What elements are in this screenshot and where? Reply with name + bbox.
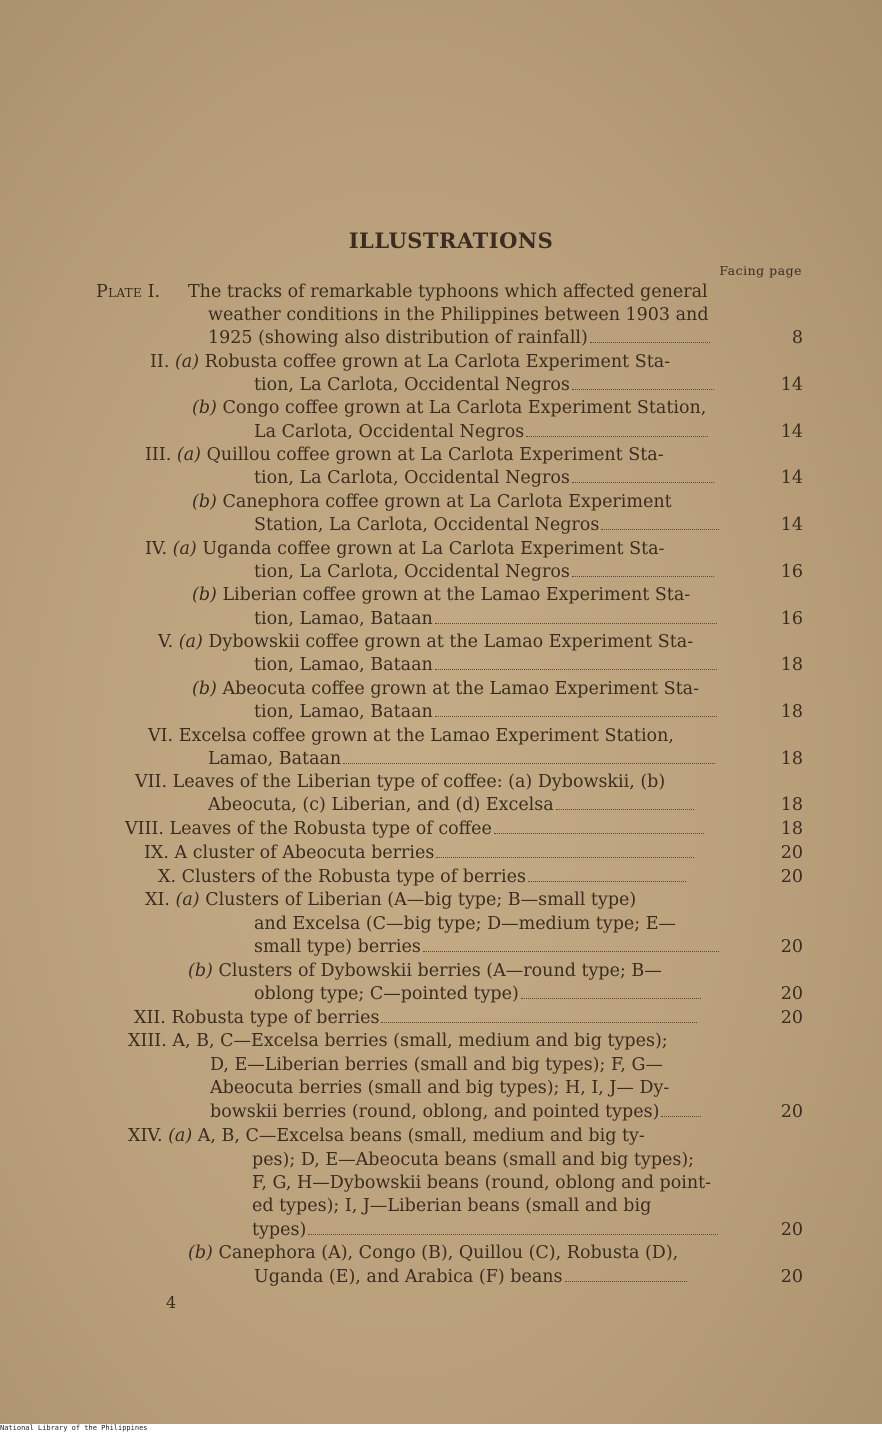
toc-line [192, 397, 706, 420]
toc-line [148, 725, 674, 748]
leader-dots [435, 665, 717, 670]
toc-line [144, 842, 803, 865]
page-ref: 14 [780, 515, 803, 535]
toc-text: weather conditions in the Philippines between 1903 and [208, 305, 709, 325]
plate-number: I. [147, 282, 161, 302]
page-ref: 8 [791, 328, 803, 348]
toc-text: tion, La Carlota, Occidental Negros [254, 562, 570, 582]
toc-line [96, 281, 708, 304]
plate-number: III. [145, 445, 172, 465]
toc-line [254, 514, 803, 537]
toc-text: A, B, C—Excelsa berries (small, medium and big types); [172, 1031, 668, 1051]
toc-line [145, 444, 664, 467]
leader-dots [435, 712, 717, 717]
toc-text: Lamao, Bataan [208, 749, 342, 769]
leader-dots [572, 478, 714, 483]
leader-dots [556, 805, 694, 810]
toc-text: A cluster of Abeocuta berries [174, 843, 435, 863]
toc-line [254, 654, 803, 677]
toc-text: Uganda (E), and Arabica (F) beans [254, 1267, 563, 1287]
leader-dots [528, 877, 686, 882]
toc-text: small type) berries [254, 937, 421, 957]
toc-text: oblong type; C—pointed type) [254, 984, 519, 1004]
toc-text: types) [252, 1220, 307, 1240]
toc-line [208, 794, 803, 817]
toc-line [254, 561, 803, 584]
toc-text: tion, Lamao, Bataan [254, 702, 433, 722]
toc-line [128, 1125, 645, 1148]
toc-text: F, G, H—Dybowskii beans (round, oblong and point- [252, 1173, 712, 1193]
page-ref: 14 [780, 468, 803, 488]
sub-label: (b) [192, 679, 217, 699]
toc-line [145, 889, 636, 912]
sub-label: (b) [192, 492, 217, 512]
page-ref: 16 [780, 562, 803, 582]
toc-line [254, 701, 803, 724]
page-ref: 18 [780, 795, 803, 815]
toc-text: Station, La Carlota, Occidental Negros [254, 515, 600, 535]
toc-text: Clusters of Dybowskii berries (A—round type; B— [218, 961, 662, 981]
page-ref: 18 [780, 702, 803, 722]
toc-text: Abeocuta berries (small and big types); H, I, J— Dy- [210, 1078, 670, 1098]
page-ref: 20 [780, 1267, 803, 1287]
sub-label: (a) [176, 445, 201, 465]
sub-label: (b) [188, 961, 213, 981]
toc-line [254, 1266, 803, 1289]
sub-label: (b) [192, 398, 217, 418]
toc-line [135, 771, 665, 794]
toc-line [254, 936, 803, 959]
leader-dots [423, 947, 719, 952]
plate-number: XI. [145, 890, 170, 910]
toc-line [192, 491, 672, 514]
sub-label: (a) [174, 352, 200, 372]
toc-text: Congo coffee grown at La Carlota Experiment Station, [222, 398, 707, 418]
plate-number: XIII. [128, 1031, 167, 1051]
toc-line [254, 913, 676, 936]
page-ref: 20 [780, 1008, 803, 1028]
toc-line [134, 1007, 803, 1030]
sub-label: (a) [178, 632, 203, 652]
toc-line [125, 818, 803, 841]
page-ref: 20 [780, 1220, 803, 1240]
toc-text: Leaves of the Liberian type of coffee: (a) Dybowskii, (b) [172, 772, 666, 792]
toc-line [210, 1054, 663, 1077]
leader-dots [572, 572, 714, 577]
toc-text: D, E—Liberian berries (small and big types); F, G— [210, 1055, 663, 1075]
facing-page-header: Facing page [719, 263, 802, 278]
plate-number: VII. [135, 772, 168, 792]
leader-dots [601, 525, 719, 530]
plate-number: II. [150, 352, 170, 372]
page-ref: 20 [780, 937, 803, 957]
leader-dots [590, 338, 710, 343]
toc-text: Clusters of Liberian (A—big type; B—small type) [205, 890, 637, 910]
page-ref: 18 [780, 655, 803, 675]
toc-line [210, 1077, 669, 1100]
leader-dots [494, 829, 704, 834]
toc-line [192, 678, 699, 701]
toc-line [192, 584, 690, 607]
leader-dots [343, 759, 715, 764]
toc-line [254, 374, 803, 397]
page-ref: 14 [780, 375, 803, 395]
toc-line [252, 1149, 694, 1172]
toc-text: Liberian coffee grown at the Lamao Experiment Sta- [222, 585, 691, 605]
toc-text: ed types); I, J—Liberian beans (small and big [252, 1196, 652, 1216]
toc-line [254, 983, 803, 1006]
toc-text: A, B, C—Excelsa beans (small, medium and big ty- [197, 1126, 645, 1146]
plate-number: X. [158, 867, 177, 887]
toc-text: The tracks of remarkable typhoons which affected general [188, 282, 708, 302]
toc-text: 1925 (showing also distribution of rainfall) [208, 328, 588, 348]
toc-line [210, 1101, 803, 1124]
plate-number: VIII. [125, 819, 164, 839]
toc-line [252, 1219, 803, 1242]
plate-number: XII. [134, 1008, 166, 1028]
toc-text: Robusta coffee grown at La Carlota Experiment Sta- [204, 352, 671, 372]
toc-line [254, 467, 803, 490]
toc-text: pes); D, E—Abeocuta beans (small and big types); [252, 1150, 695, 1170]
plate-number: IX. [144, 843, 169, 863]
toc-line [188, 1242, 678, 1265]
sub-label: (a) [175, 890, 200, 910]
toc-text: tion, Lamao, Bataan [254, 655, 433, 675]
plate-label [96, 281, 160, 304]
toc-line [254, 421, 803, 444]
toc-line [158, 631, 693, 654]
toc-text: Excelsa coffee grown at the Lamao Experiment Station, [178, 726, 674, 746]
plate-word: Plate [96, 282, 143, 302]
page-ref: 16 [780, 609, 803, 629]
toc-text: Quillou coffee grown at La Carlota Experiment Sta- [206, 445, 664, 465]
toc-line [158, 866, 803, 889]
plate-number: VI. [148, 726, 174, 746]
toc-text: La Carlota, Occidental Negros [254, 422, 525, 442]
leader-dots [565, 1277, 687, 1282]
leader-dots [436, 853, 694, 858]
page-ref: 18 [780, 819, 803, 839]
toc-text: Abeocuta, (c) Liberian, and (d) Excelsa [208, 795, 554, 815]
page-ref: 20 [780, 1102, 803, 1122]
page-ref: 14 [780, 422, 803, 442]
toc-text: Canephora coffee grown at La Carlota Experiment [222, 492, 672, 512]
toc-text: tion, Lamao, Bataan [254, 609, 433, 629]
toc-text: Robusta type of berries [171, 1008, 380, 1028]
toc-line [208, 304, 709, 327]
page-ref: 20 [780, 984, 803, 1004]
toc-text: Clusters of the Robusta type of berries [181, 867, 526, 887]
leader-dots [572, 385, 714, 390]
leader-dots [381, 1018, 697, 1023]
toc-line [252, 1172, 711, 1195]
page-ref: 20 [780, 843, 803, 863]
sub-label: (b) [192, 585, 217, 605]
sub-label: (a) [172, 539, 197, 559]
plate-number: IV. [145, 539, 168, 559]
toc-line [145, 538, 664, 561]
page-ref: 20 [780, 867, 803, 887]
leader-dots [521, 994, 701, 999]
toc-text: bowskii berries (round, oblong, and pointed types) [210, 1102, 660, 1122]
sub-label: (b) [188, 1243, 213, 1263]
plate-number: V. [158, 632, 174, 652]
toc-line [128, 1030, 668, 1053]
page-ref: 18 [780, 749, 803, 769]
page-number: 4 [166, 1293, 177, 1312]
leader-dots [435, 619, 717, 624]
toc-text: tion, La Carlota, Occidental Negros [254, 375, 570, 395]
footer-credit: National Library of the Philippines [0, 1424, 882, 1433]
toc-line [208, 327, 803, 350]
toc-text: tion, La Carlota, Occidental Negros [254, 468, 570, 488]
sub-label: (a) [168, 1126, 193, 1146]
toc-line [254, 608, 803, 631]
toc-text: Leaves of the Robusta type of coffee [169, 819, 492, 839]
page-title: ILLUSTRATIONS [348, 228, 554, 253]
toc-text: and Excelsa (C—big type; D—medium type; E— [254, 914, 676, 934]
leader-dots [308, 1230, 718, 1235]
toc-line [252, 1195, 651, 1218]
toc-text: Canephora (A), Congo (B), Quillou (C), Robusta (D), [218, 1243, 679, 1263]
toc-line [208, 748, 803, 771]
leader-dots [526, 432, 708, 437]
plate-number: XIV. [128, 1126, 163, 1146]
toc-line [150, 351, 670, 374]
toc-line [188, 960, 662, 983]
toc-text: Abeocuta coffee grown at the Lamao Experiment Sta- [222, 679, 700, 699]
toc-text: Dybowskii coffee grown at the Lamao Experiment Sta- [208, 632, 694, 652]
toc-text: Uganda coffee grown at La Carlota Experiment Sta- [202, 539, 665, 559]
leader-dots [661, 1112, 701, 1117]
